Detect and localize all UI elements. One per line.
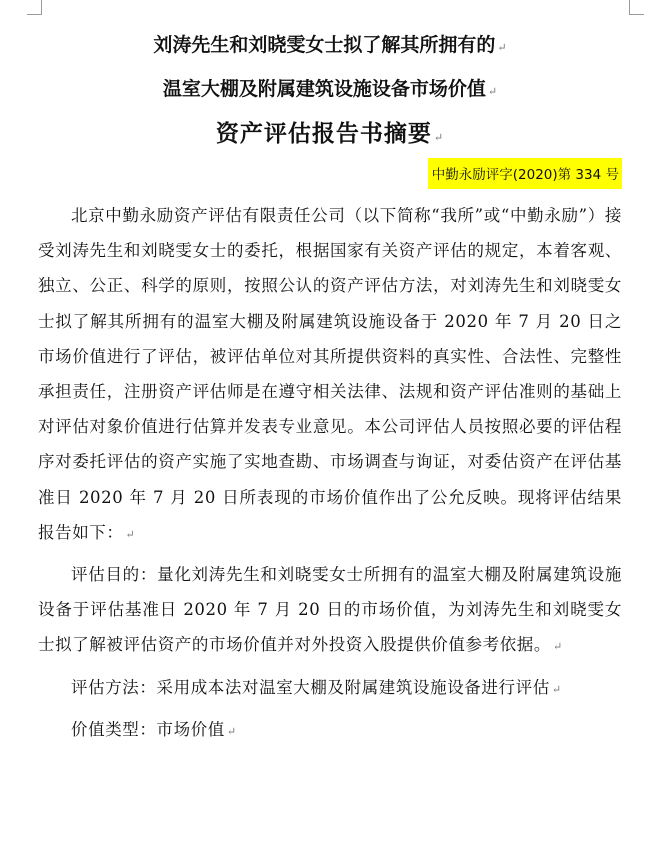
- document-body: [38, 198, 622, 754]
- reference-number-line: [428, 158, 622, 189]
- paragraph-mark-icon: ↵: [433, 131, 445, 144]
- paragraph-mark-icon: ↵: [551, 682, 562, 696]
- title-line-2: [38, 74, 622, 101]
- title-line-1: [38, 30, 622, 57]
- paragraph-method-text: 评估方法：采用成本法对温室大棚及附属建筑设施设备进行评估: [71, 677, 550, 697]
- paragraph-mark-icon: ↵: [497, 41, 507, 54]
- paragraph-intro-text: 北京中勤永励资产评估有限责任公司（以下简称“我所”或“中勤永励”）接受刘涛先生和刘晓雯女士的委托，根据国家有关资产评估的规定，本着客观、独立、公正、科学的原则，按照公认的资产评估方法，对刘涛先生和刘晓雯女士拟了解其所拥有的温室大棚及附属建筑设施设备于 2020 年 7 月 20 日之市场价值进行了评估，被评估单位对其所提供资料的真实性、合法性、完整性承担责任，注册资产评估师是在遵守相关法律、法规和资产评估准则的基础上对评估对象价值进行估算并发表专业意见。本公司评估人员按照必要的评估程序对委托评估的资产实施了实地查勘、市场调查与询证，对委估资产在评估基准日 2020 年 7 月 20 日所表现的市场价值作出了公允反映。现将评估结果报告如下：: [38, 206, 622, 542]
- paragraph-mark-icon: ↵: [487, 85, 498, 98]
- paragraph-purpose: [38, 557, 622, 665]
- paragraph-value-type: [38, 712, 622, 749]
- title-line-2-text: 温室大棚及附属建筑设施设备市场价值: [162, 78, 486, 100]
- paragraph-value-type-text: 价值类型：市场价值: [71, 719, 225, 739]
- page-corner-mark-right: [629, 0, 644, 15]
- paragraph-mark-icon: ↵: [553, 640, 563, 654]
- paragraph-purpose-text: 评估目的：量化刘涛先生和刘晓雯女士所拥有的温室大棚及附属建筑设施设备于评估基准日 2020 年 7 月 20 日的市场价值，为刘涛先生和刘晓雯女士拟了解被评估资产的市场价值并对外投资入股提供价值参考依据。: [38, 565, 622, 655]
- reference-number: 中勤永励评字(2020)第 334 号: [428, 158, 622, 189]
- title-line-3: [38, 115, 622, 148]
- title-line-1-text: 刘涛先生和刘晓雯女士拟了解其所拥有的: [153, 34, 496, 56]
- paragraph-intro: [38, 198, 622, 552]
- title-line-3-text: 资产评估报告书摘要: [215, 120, 432, 147]
- paragraph-method: [38, 670, 622, 707]
- paragraph-mark-icon: ↵: [226, 724, 237, 738]
- paragraph-mark-icon: ↵: [125, 527, 136, 541]
- page-corner-mark-left: [27, 0, 42, 15]
